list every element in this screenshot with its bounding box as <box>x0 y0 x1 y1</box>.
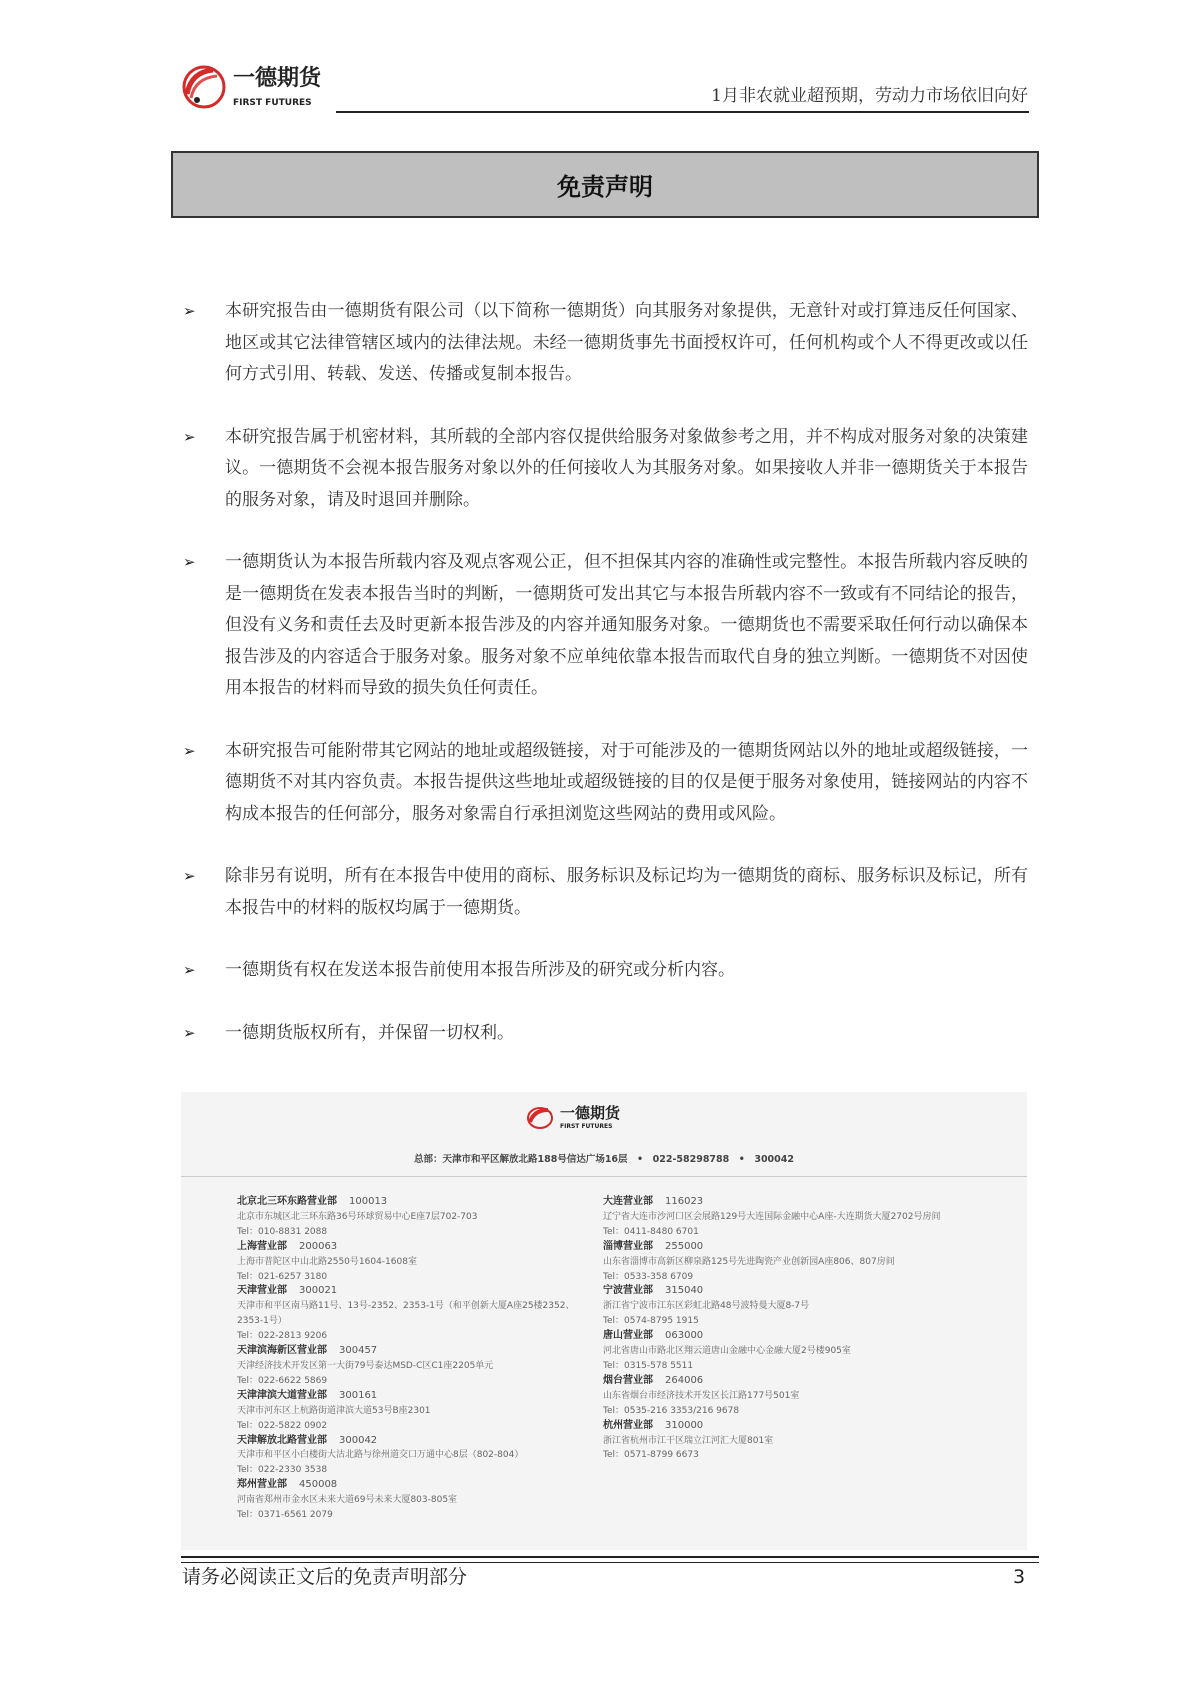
branch-tel: Tel：022-2813 9206 <box>237 1331 328 1342</box>
company-logo <box>181 64 331 112</box>
branch-item <box>603 1284 1003 1329</box>
arrow-bullet-icon: ➢ <box>183 961 196 979</box>
branch-name <box>237 1389 587 1404</box>
branch-name-text: 唐山营业部 <box>603 1330 653 1342</box>
branch-tel: Tel：022-2330 3538 <box>237 1465 328 1476</box>
headquarters-info: 总部：天津市和平区解放北路188号信达广场16层 • 022-58298788 • 300042 <box>413 1154 794 1165</box>
branch-tel: Tel：0371-6561 2079 <box>237 1510 333 1521</box>
branch-address: 天津经济技术开发区第一大街79号泰达MSD-C区C1座2205单元 <box>237 1360 494 1371</box>
disclaimer-text: 除非另有说明，所有在本报告中使用的商标、服务标识及标记均为一德期货的商标、服务标识及标记，所有本报告中的材料的版权均属于一德期货。 <box>225 866 1028 918</box>
header-divider <box>336 111 1029 113</box>
branch-postcode: 310000 <box>665 1419 704 1431</box>
disclaimer-text: 本研究报告由一德期货有限公司（以下简称一德期货）向其服务对象提供，无意针对或打算违反任何国家、地区或其它法律管辖区域内的法律法规。未经一德期货事先书面授权许可，任何机构或个人不得更改或以任何方式引用、转载、发送、传播或复制本报告。 <box>225 301 1028 384</box>
logo-en: FIRST FUTURES <box>233 98 312 108</box>
branch-address: 山东省淄博市高新区柳泉路125号先进陶瓷产业创新园A座806、807房间 <box>603 1256 895 1267</box>
branch-tel: Tel：0574-8795 1915 <box>603 1316 699 1327</box>
contacts-logo-en: FIRST FUTURES <box>560 1123 613 1130</box>
branch-item <box>237 1389 587 1434</box>
disclaimer-item <box>183 1018 1028 1050</box>
branch-postcode: 315040 <box>665 1285 704 1297</box>
branch-columns <box>181 1177 1027 1523</box>
section-title: 免责声明 <box>557 173 653 201</box>
branch-postcode: 255000 <box>665 1240 704 1252</box>
logo-swirl-icon <box>526 1106 554 1130</box>
disclaimer-item <box>183 736 1028 831</box>
branch-address: 天津市和平区南马路11号、13号-2352、2353-1号（和平创新大厦A座25楼2352、2353-1号） <box>237 1301 575 1327</box>
logo-swirl-icon <box>181 64 227 110</box>
branch-tel: Tel：0315-578 5511 <box>603 1360 694 1371</box>
branch-postcode: 116023 <box>665 1196 704 1207</box>
disclaimer-text: 一德期货有权在发送本报告前使用本报告所涉及的研究或分析内容。 <box>225 960 735 980</box>
branch-item <box>603 1195 1003 1240</box>
branch-address: 浙江省杭州市江干区瑞立江河汇大厦801室 <box>603 1435 774 1446</box>
branch-name-text: 北京北三环东路营业部 <box>237 1196 337 1207</box>
disclaimer-item <box>183 861 1028 924</box>
arrow-bullet-icon: ➢ <box>183 302 196 320</box>
report-title: 1月非农就业超预期，劳动力市场依旧向好 <box>711 86 1028 106</box>
contacts-logo-cn: 一德期货 <box>560 1104 621 1122</box>
branch-address: 天津市和平区小白楼街大沽北路与徐州道交口万通中心8层（802-804） <box>237 1450 524 1461</box>
disclaimer-text: 一德期货认为本报告所载内容及观点客观公正，但不担保其内容的准确性或完整性。本报告所载内容反映的是一德期货在发表本报告当时的判断，一德期货可发出其它与本报告所载内容不一致或有不同结论的报告，但没有义务和责任去及时更新本报告涉及的内容并通知服务对象。一德期货也不需要采取任何行动以确保本报告涉及的内容适合于服务对象。服务对象不应单纯依靠本报告而取代自身的独立判断。一德期货不对因使用本报告的材料而导致的损失负任何责任。 <box>225 552 1028 698</box>
branch-name <box>237 1284 587 1299</box>
branch-item <box>603 1329 1003 1374</box>
branch-name <box>237 1478 587 1493</box>
branch-name <box>603 1374 1003 1389</box>
branch-name <box>603 1240 1003 1255</box>
branch-tel: Tel：0535-216 3353/216 9678 <box>603 1405 740 1416</box>
branch-list-left <box>237 1195 587 1523</box>
branch-address: 河南省郑州市金水区未来大道69号未来大厦803-805室 <box>237 1495 458 1506</box>
branch-name-text: 烟台营业部 <box>603 1374 653 1386</box>
disclaimer-text: 一德期货版权所有，并保留一切权利。 <box>225 1022 514 1043</box>
branch-tel: Tel：022-5822 0902 <box>237 1420 328 1431</box>
branch-address: 上海市普陀区中山北路2550号1604-1608室 <box>237 1256 417 1267</box>
arrow-bullet-icon: ➢ <box>183 1023 196 1042</box>
branch-postcode: 450008 <box>299 1479 338 1491</box>
branch-address: 辽宁省大连市沙河口区会展路129号大连国际金融中心A座-大连期货大厦2702号房间 <box>603 1211 941 1222</box>
branch-item <box>237 1434 587 1479</box>
branch-name-text: 天津解放北路营业部 <box>237 1434 327 1446</box>
section-title-box <box>171 151 1039 218</box>
arrow-bullet-icon: ➢ <box>183 427 196 446</box>
branch-address: 山东省烟台市经济技术开发区长江路177号501室 <box>603 1390 800 1401</box>
branch-address: 北京市东城区北三环东路36号环球贸易中心E座7层702-703 <box>237 1211 478 1222</box>
branch-name-text: 宁波营业部 <box>603 1285 653 1297</box>
branch-tel: Tel：0533-358 6709 <box>603 1271 694 1282</box>
branch-name <box>237 1434 587 1449</box>
branch-name-text: 天津津滨大道营业部 <box>237 1389 327 1401</box>
branch-item <box>237 1240 587 1285</box>
branch-postcode: 300161 <box>339 1389 378 1401</box>
branch-tel: Tel：0411-8480 6701 <box>603 1226 699 1237</box>
branch-postcode: 264006 <box>665 1374 704 1386</box>
branch-name-text: 杭州营业部 <box>603 1419 653 1431</box>
contacts-logo <box>526 1106 620 1130</box>
branch-postcode: 300042 <box>339 1434 378 1446</box>
branch-item <box>237 1344 587 1389</box>
footer-divider <box>181 1556 1039 1563</box>
contacts-header <box>181 1092 1027 1177</box>
branch-name <box>237 1240 587 1255</box>
disclaimer-item <box>183 296 1028 391</box>
branch-name-text: 淄博营业部 <box>603 1240 653 1252</box>
branch-list-right <box>603 1195 1003 1523</box>
branch-postcode: 300021 <box>299 1285 338 1297</box>
branch-name-text: 上海营业部 <box>237 1240 287 1252</box>
contacts-divider <box>181 1176 1027 1177</box>
branch-postcode: 063000 <box>665 1330 704 1342</box>
branch-item <box>237 1195 587 1240</box>
branch-name <box>603 1419 1003 1434</box>
branch-name <box>603 1195 1003 1210</box>
branch-address: 天津市河东区上杭路街道津滨大道53号B座2301 <box>237 1405 431 1416</box>
branch-tel: Tel：0571-8799 6673 <box>603 1450 699 1461</box>
branch-name <box>603 1284 1003 1299</box>
disclaimer-text: 本研究报告可能附带其它网站的地址或超级链接，对于可能涉及的一德期货网站以外的地址或超级链接，一德期货不对其内容负责。本报告提供这些地址或超级链接的目的仅是便于服务对象使用，链接网站的内容不构成本报告的任何部分，服务对象需自行承担浏览这些网站的费用或风险。 <box>225 740 1028 824</box>
branch-address: 河北省唐山市路北区翔云道唐山金融中心金融大厦2号楼905室 <box>603 1346 851 1357</box>
disclaimer-item <box>183 422 1028 517</box>
disclaimer-list <box>183 296 1028 1049</box>
branch-item <box>603 1419 1003 1464</box>
branch-address: 浙江省宁波市江东区彩虹北路48号波特曼大厦8-7号 <box>603 1301 810 1312</box>
disclaimer-item <box>183 955 1028 987</box>
branch-name-text: 天津营业部 <box>237 1285 287 1297</box>
disclaimer-item <box>183 547 1028 705</box>
branch-name-text: 天津滨海新区营业部 <box>237 1345 327 1357</box>
branch-postcode: 300457 <box>339 1345 378 1357</box>
page-number: 3 <box>1013 1566 1026 1588</box>
branch-item <box>237 1478 587 1523</box>
branch-postcode: 100013 <box>349 1196 388 1207</box>
branch-tel: Tel：022-6622 5869 <box>237 1375 328 1386</box>
branch-tel: Tel：021-6257 3180 <box>237 1271 328 1282</box>
branch-postcode: 200063 <box>299 1240 338 1252</box>
branch-item <box>603 1240 1003 1285</box>
branch-name-text: 郑州营业部 <box>237 1479 287 1491</box>
contacts-panel <box>181 1092 1027 1550</box>
branch-item <box>603 1374 1003 1419</box>
disclaimer-text: 本研究报告属于机密材料，其所载的全部内容仅提供给服务对象做参考之用，并不构成对服务对象的决策建议。一德期货不会视本报告服务对象以外的任何接收人为其服务对象。如果接收人并非一德期货关于本报告的服务对象，请及时退回并删除。 <box>225 426 1028 510</box>
branch-item <box>237 1284 587 1344</box>
branch-name <box>237 1195 587 1210</box>
branch-tel: Tel：010-8831 2088 <box>237 1226 328 1237</box>
logo-cn: 一德期货 <box>233 66 322 91</box>
branch-name-text: 大连营业部 <box>603 1196 653 1207</box>
arrow-bullet-icon: ➢ <box>183 867 196 885</box>
arrow-bullet-icon: ➢ <box>183 741 196 760</box>
footer-notice: 请务必阅读正文后的免责声明部分 <box>182 1566 468 1588</box>
branch-name <box>237 1344 587 1359</box>
branch-name <box>603 1329 1003 1344</box>
arrow-bullet-icon: ➢ <box>183 553 196 571</box>
